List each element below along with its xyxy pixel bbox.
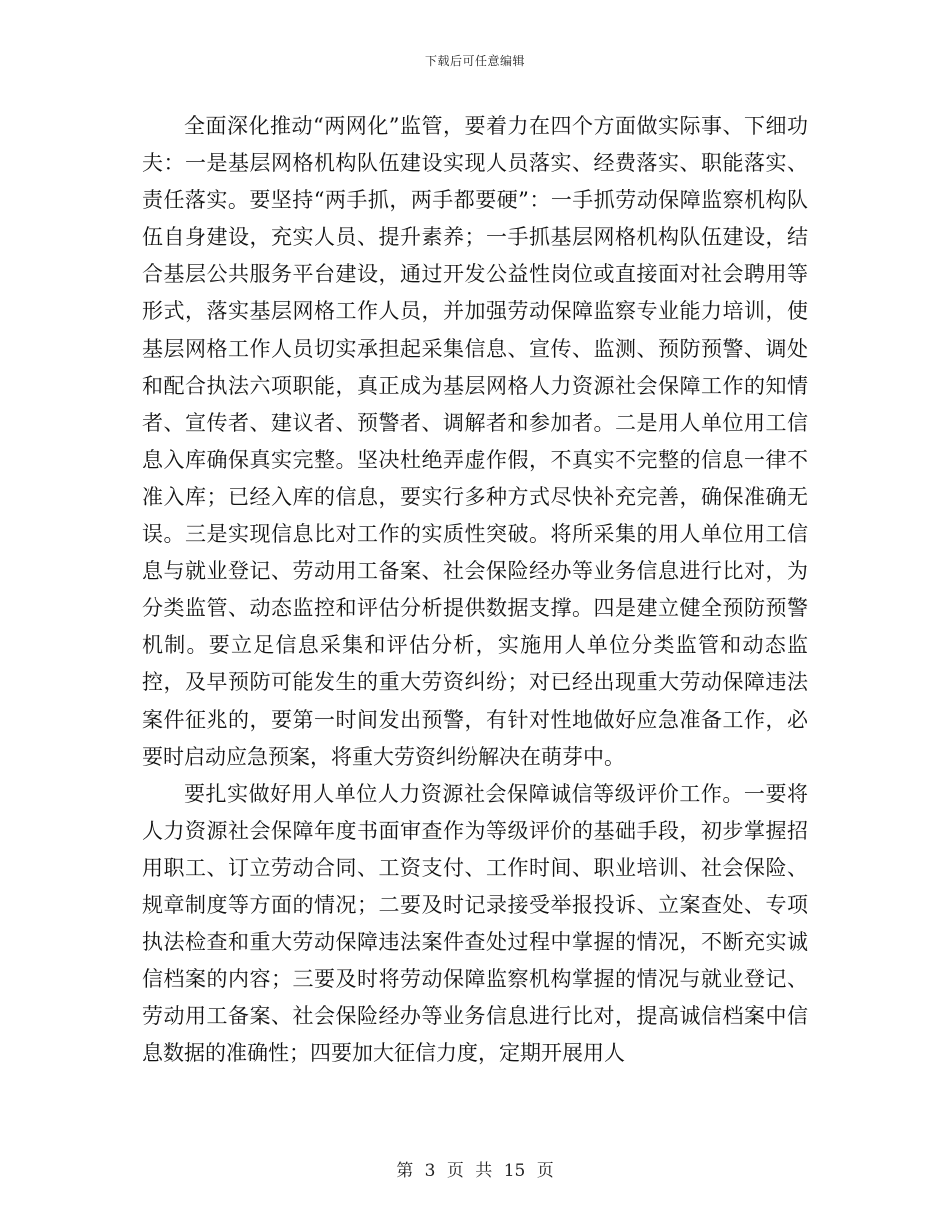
- page-header-note: 下载后可任意编辑: [424, 54, 525, 68]
- page-number-footer: 第 3 页 共 15 页: [396, 1161, 554, 1181]
- body-paragraph: 全面深化推动“两网化”监管，要着力在四个方面做实际事、下细功夫：一是基层网格机构队伍建设实现人员落实、经费落实、职能落实、责任落实。要坚持“两手抓，两手都要硬”：一手抓劳动保障监察机构队伍自身建设，充实人员、提升素养；一手抓基层网格机构队伍建设，结合基层公共服务平台建设，通过开发公益性岗位或直接面对社会聘用等形式，落实基层网格工作人员，并加强劳动保障监察专业能力培训，使基层网格工作人员切实承担起采集信息、宣传、监测、预防预警、调处和配合执法六项职能，真正成为基层网格人力资源社会保障工作的知情者、宣传者、建议者、预警者、调解者和参加者。二是用人单位用工信息入库确保真实完整。坚决杜绝弄虚作假，不真实不完整的信息一律不准入库；已经入库的信息，要实行多种方式尽快补充完善，确保准确无误。三是实现信息比对工作的实质性突破。将所采集的用人单位用工信息与就业登记、劳动用工备案、社会保险经办等业务信息进行比对，为分类监管、动态监控和评估分析提供数据支撑。四是建立健全预防预警机制。要立足信息采集和评估分析，实施用人单位分类监管和动态监控，及早预防可能发生的重大劳资纠纷；对已经出现重大劳动保障违法案件征兆的，要第一时间发出预警，有针对性地做好应急准备工作，必要时启动应急预案，将重大劳资纠纷解决在萌芽中。: [142, 114, 808, 769]
- document-body: [142, 108, 808, 1072]
- body-paragraph: 要扎实做好用人单位人力资源社会保障诚信等级评价工作。一要将人力资源社会保障年度书面审查作为等级评价的基础手段，初步掌握招用职工、订立劳动合同、工资支付、工作时间、职业培训、社会保险、规章制度等方面的情况；二要及时记录接受举报投诉、立案查处、专项执法检查和重大劳动保障违法案件查处过程中掌握的情况，不断充实诚信档案的内容；三要及时将劳动保障监察机构掌握的情况与就业登记、劳动用工备案、社会保险经办等业务信息进行比对，提高诚信档案中信息数据的准确性；四要加大征信力度，定期开展用人: [142, 781, 808, 1066]
